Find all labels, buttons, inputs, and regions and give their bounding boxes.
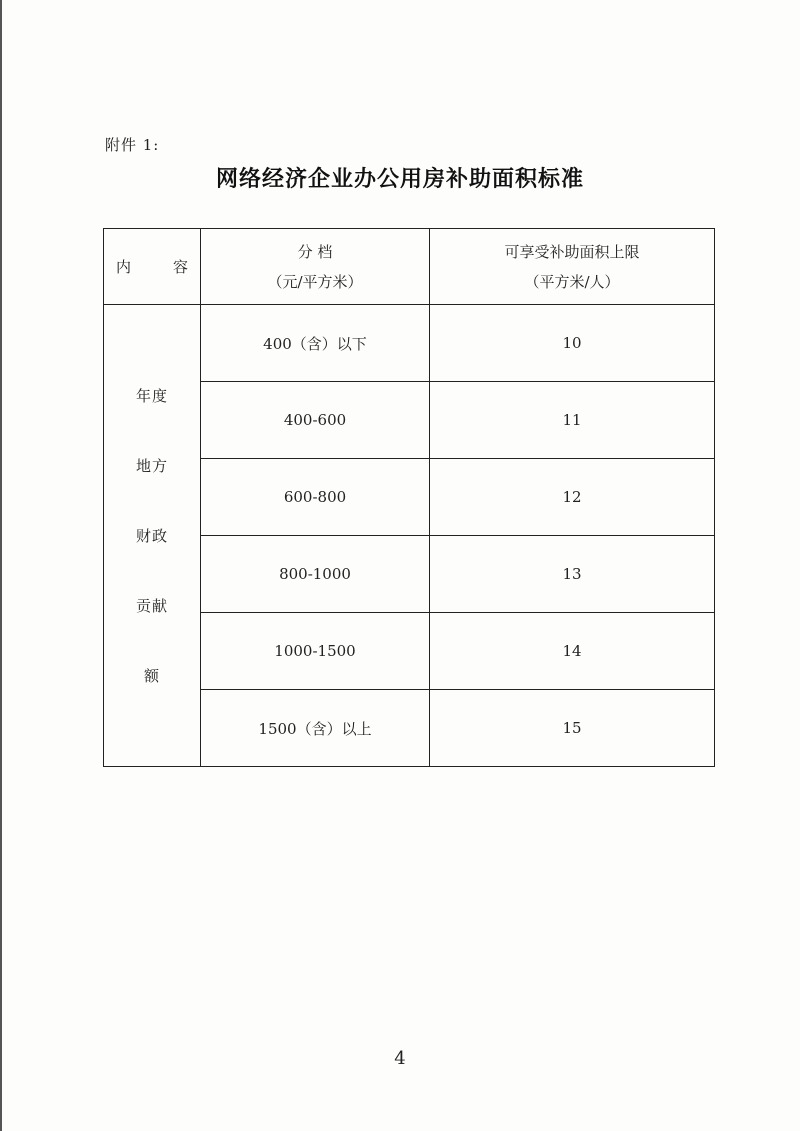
- tier-cell: 800-1000: [201, 536, 430, 613]
- header-area-line1: 可享受补助面积上限: [504, 242, 640, 261]
- header-content-label: 内 容: [115, 258, 202, 276]
- tier-cell: 600-800: [201, 459, 430, 536]
- header-area-line2: （平方米/人）: [524, 272, 620, 291]
- table-header-row: [104, 229, 715, 305]
- area-cell: 13: [430, 536, 715, 613]
- header-content: [104, 229, 201, 305]
- row-header-line: 额: [143, 666, 160, 685]
- tier-cell: 1500（含）以上: [201, 690, 430, 767]
- row-header-line: 贡献: [135, 596, 168, 615]
- header-tier-line2: （元/平方米）: [267, 272, 363, 291]
- header-tier: [201, 229, 430, 305]
- header-area: [430, 229, 715, 305]
- row-header-cell: [104, 305, 201, 767]
- row-header-line: 地方: [135, 456, 168, 475]
- area-cell: 15: [430, 690, 715, 767]
- table-row: [104, 305, 715, 382]
- row-header-line: 财政: [135, 526, 168, 545]
- row-header-line: 年度: [135, 386, 168, 405]
- tier-cell: 400（含）以下: [201, 305, 430, 382]
- area-cell: 11: [430, 382, 715, 459]
- area-cell: 10: [430, 305, 715, 382]
- tier-cell: 400-600: [201, 382, 430, 459]
- attachment-label: 附件 1:: [105, 136, 160, 154]
- header-tier-line1: 分 档: [297, 242, 333, 261]
- area-cell: 14: [430, 613, 715, 690]
- subsidy-area-table: [103, 228, 715, 767]
- page-number: 4: [394, 1048, 406, 1069]
- document-title: 网络经济企业办公用房补助面积标准: [215, 166, 584, 192]
- tier-cell: 1000-1500: [201, 613, 430, 690]
- area-cell: 12: [430, 459, 715, 536]
